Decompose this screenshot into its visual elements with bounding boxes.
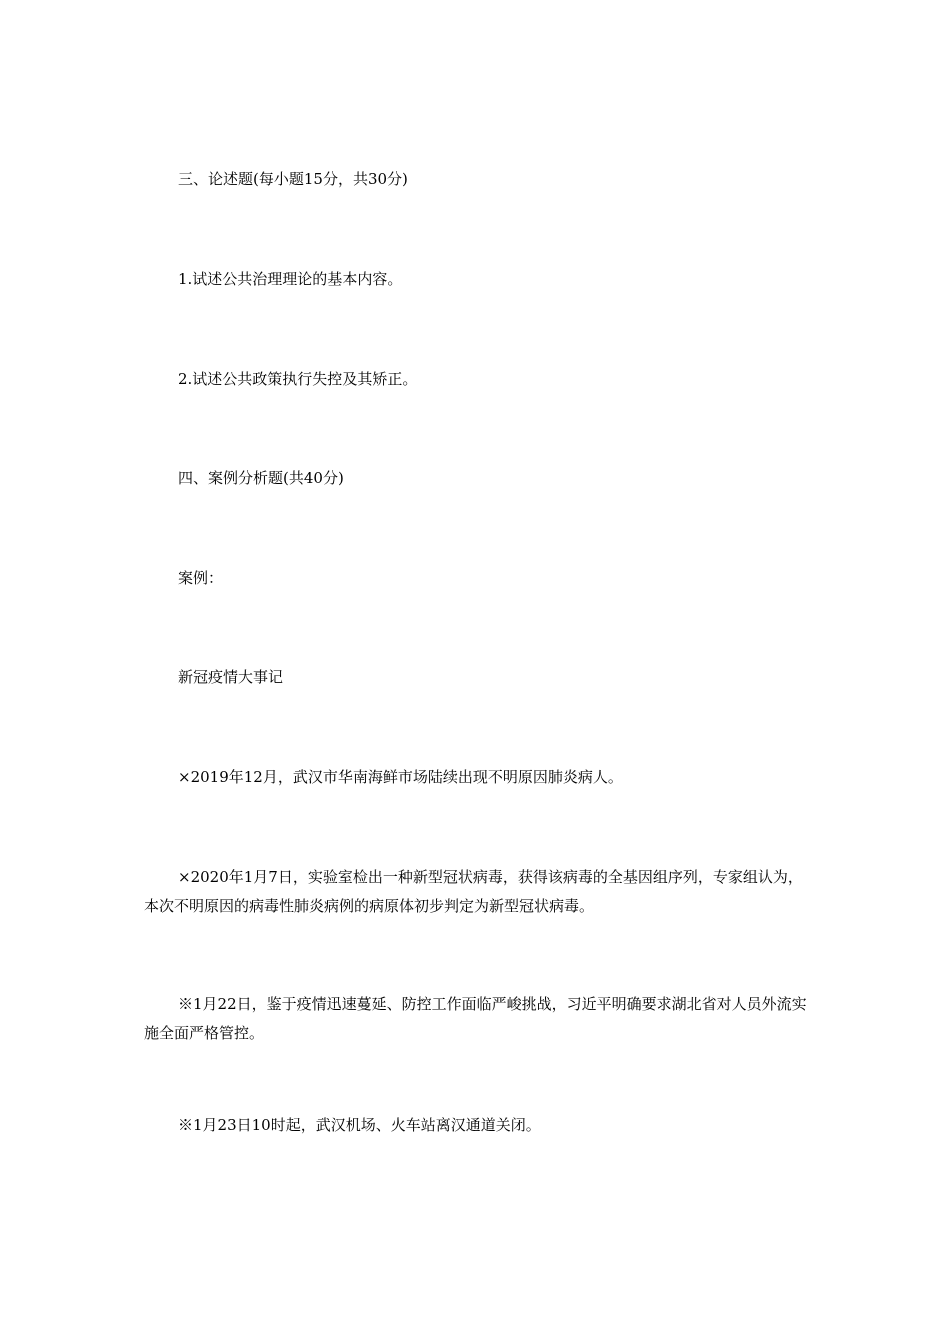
section-three-heading: 三、论述题(每小题15分，共30分)	[178, 170, 408, 188]
section-four-heading: 四、案例分析题(共40分)	[178, 469, 344, 487]
event-item: ×2020年1月7日，实验室检出一种新型冠状病毒，获得该病毒的全基因组序列，专家组认为，本次不明原因的病毒性肺炎病例的病原体初步判定为新型冠状病毒。	[144, 868, 803, 915]
question-two: 2.试述公共政策执行失控及其矫正。	[178, 370, 418, 388]
event-item: ※1月23日10时起，武汉机场、火车站离汉通道关闭。	[178, 1116, 541, 1134]
case-title: 新冠疫情大事记	[178, 668, 284, 686]
event-item: ※1月22日，鉴于疫情迅速蔓延、防控工作面临严峻挑战，习近平明确要求湖北省对人员外流实施全面严格管控。	[144, 995, 807, 1042]
case-label: 案例：	[178, 569, 224, 587]
event-item: ×2019年12月，武汉市华南海鲜市场陆续出现不明原因肺炎病人。	[178, 768, 623, 786]
question-one: 1.试述公共治理理论的基本内容。	[178, 270, 403, 288]
